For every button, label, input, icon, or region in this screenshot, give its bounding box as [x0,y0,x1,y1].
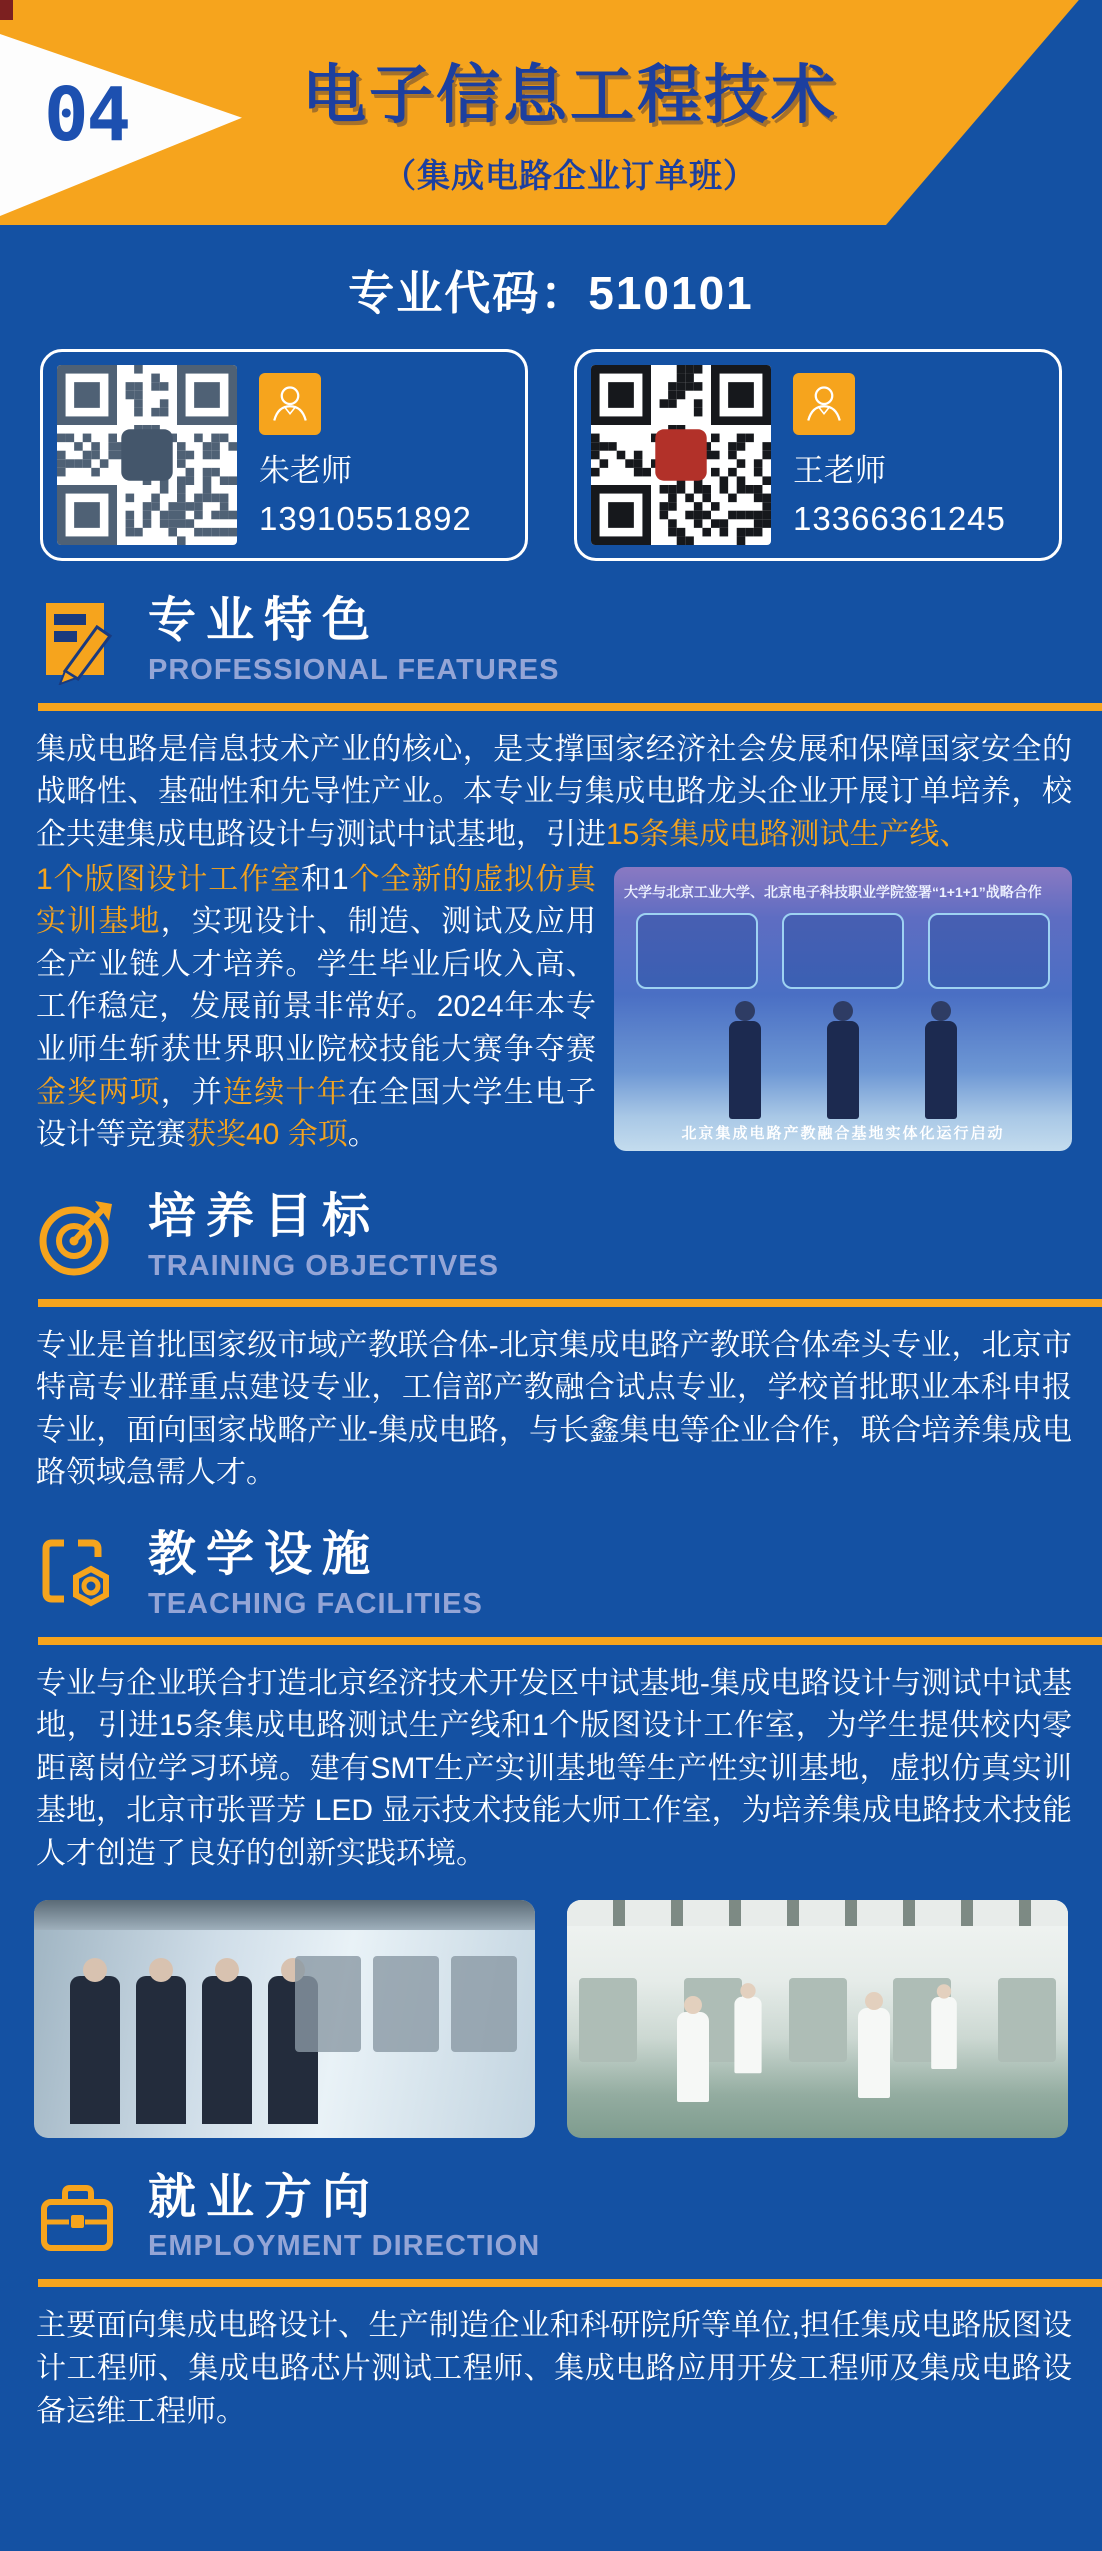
contact-card-wang [574,349,1062,561]
stage-people [729,1021,957,1119]
photo-people [70,1976,318,2124]
header-banner [0,0,1102,225]
section-divider [38,1637,1102,1645]
photo-equipment [295,1956,517,2052]
header-titles [260,44,880,197]
section-divider [38,703,1102,711]
teacher-name: 王老师 [793,452,886,488]
section-header-objectives [0,1191,1102,1283]
qr-code-wang [591,365,771,545]
briefcase-icon [34,2174,122,2262]
contact-cards [0,349,1102,561]
document-pencil-icon [34,597,122,685]
photo-worker [735,1996,762,2073]
program-subtitle: （集成电路企业订单班） [383,157,757,194]
features-body: 1个版图设计工作室和1个全新的虚拟仿真实训基地，实现设计、制造、测试及应用全产业链人才培养。学生毕业后收入高、工作稳定，发展前景非常好。2024年本专业师生斩获世界职业院校技能大赛争夺赛金奖两项，并连续十年在全国大学生电子设计等竞赛获奖40 余项。 [36,862,597,1152]
features-photo [614,867,1072,1151]
section-divider [38,2279,1102,2287]
photo-caption-bottom: 北京集成电路产教融合基地实体化运行启动 [681,1125,1005,1143]
section-header-facilities [0,1529,1102,1621]
section-subtitle: TRAINING OBJECTIVES [148,1249,499,1282]
facility-photo-lab-tour [34,1900,535,2138]
contact-info [259,373,472,538]
section-subtitle: EMPLOYMENT DIRECTION [148,2230,541,2263]
teacher-phone: 13910551892 [259,499,472,537]
contact-card-zhu [40,349,528,561]
teacher-avatar-icon [259,373,321,435]
facility-photo-cleanroom [567,1900,1068,2138]
corner-accent [0,0,13,20]
features-text [0,729,1102,1157]
photo-worker [931,1997,957,2069]
section-header-features [0,595,1102,687]
teacher-avatar-icon [793,373,855,435]
program-title: 电子信息工程技术 [302,59,838,131]
section-subtitle: TEACHING FACILITIES [148,1587,483,1620]
section-subtitle: PROFESSIONAL FEATURES [148,653,560,686]
section-title: 专业特色 [148,594,381,647]
section-header-employment [0,2172,1102,2264]
facilities-text: 专业与企业联合打造北京经济技术开发区中试基地-集成电路设计与测试中试基地，引进15条集成电路测试生产线和1个版图设计工作室，为学生提供校内零距离岗位学习环境。建有SMT生产实训基地等生产性实训基地，虚拟仿真实训基地，北京市张晋芳 LED 显示技术技能大师工作室，为培养集成电路技术技能人才创造了良好的创新实践环境。 [36,1666,1072,1871]
photo-worker [677,2012,709,2102]
target-dart-icon [34,1193,122,1281]
facility-photos [0,1900,1102,2138]
objectives-text: 专业是首批国家级市域产教联合体-北京集成电路产教联合体牵头专业，北京市特高专业群重点建设专业，工信部产教融合试点专业，学校首批职业本科申报专业，面向国家战略产业-集成电路，与长鑫集电等企业合作，联合培养集成电路领域急需人才。 [36,1328,1072,1490]
qr-code-zhu [57,365,237,545]
teacher-name: 朱老师 [259,452,352,488]
photo-caption-top: 大学与北京工业大学、北京电子科技职业学院签署“1+1+1”战略合作 [624,883,1042,900]
frame-gear-icon [34,1531,122,1619]
employment-text: 主要面向集成电路设计、生产制造企业和科研院所等单位,担任集成电路版图设计工程师、集成电路芯片测试工程师、集成电路应用开发工程师及集成电路设备运维工程师。 [36,2309,1072,2428]
contact-info [793,373,1006,538]
section-title: 就业方向 [148,2170,381,2224]
major-code: 专业代码：510101 [348,267,754,319]
stage-screens [636,913,1050,989]
section-divider [38,1299,1102,1307]
photo-worker [858,2008,890,2098]
features-intro: 集成电路是信息技术产业的核心，是支撑国家经济社会发展和保障国家安全的战略性、基础性和先导性产业。本专业与集成电路龙头企业开展订单培养，校企共建集成电路设计与测试中试基地，引进15条集成电路测试生产线、 [36,732,1072,851]
teacher-phone: 13366361245 [793,499,1006,537]
program-number: 04 [44,72,130,158]
section-title: 教学设施 [148,1527,381,1581]
section-title: 培养目标 [148,1189,381,1243]
photo-equipment [579,1978,1056,2062]
